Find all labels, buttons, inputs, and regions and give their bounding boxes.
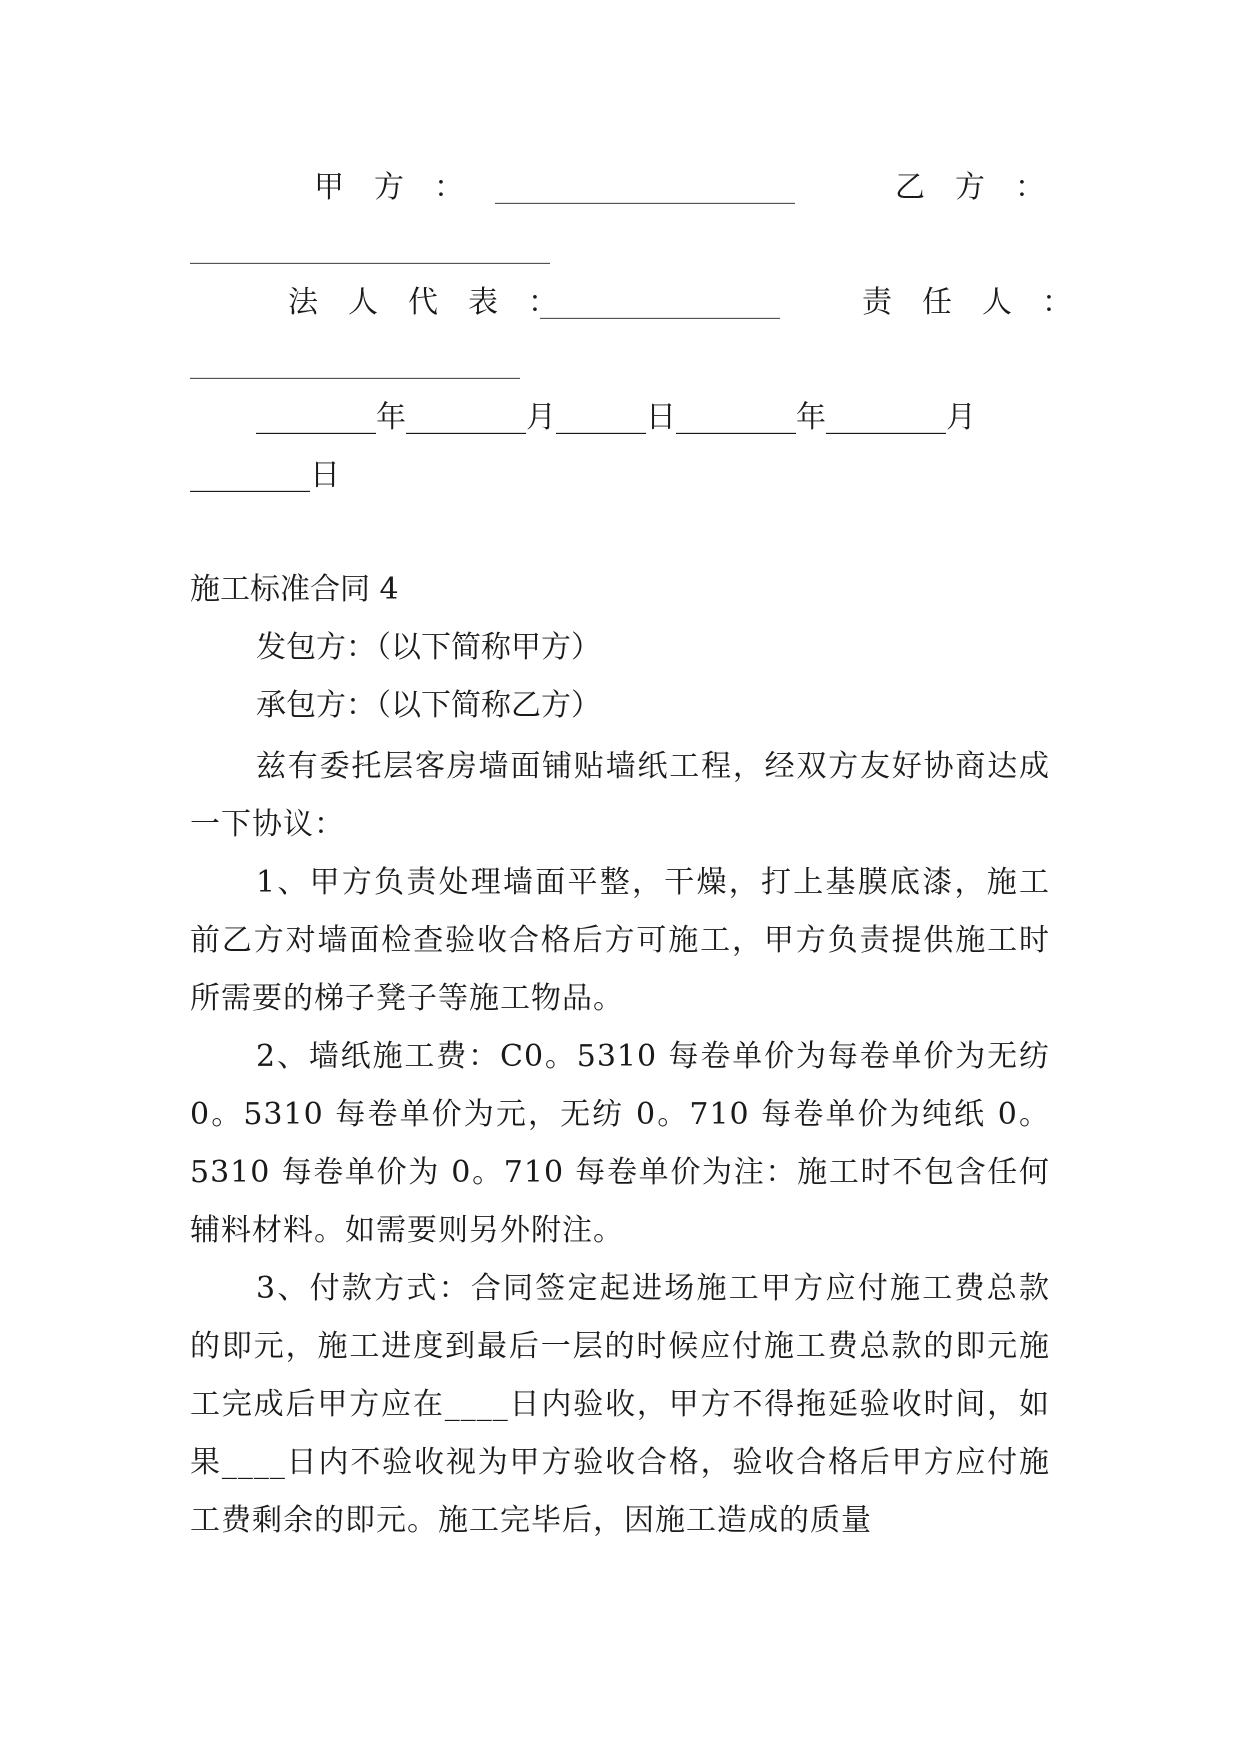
clause-1: 1、甲方负责处理墙面平整，干燥，打上基膜底漆，施工前乙方对墙面检查验收合格后方可施工，甲方负责提供施工时所需要的梯子凳子等施工物品。 (190, 865, 1050, 1016)
employer-line: 发包方：（以下简称甲方） (256, 630, 601, 665)
intro-paragraph: 兹有委托层客房墙面铺贴墙纸工程，经双方友好协商达成一下协议： (190, 749, 1050, 842)
date-line-continued: ________日 (190, 458, 340, 493)
party-b-label: 乙 方 ： (895, 170, 1045, 205)
party-b-blank: ________________________ (190, 230, 550, 265)
responsible-label: 责 任 人 ： (862, 285, 1072, 320)
date-line: ________年________月______日________年________月 (256, 400, 976, 435)
contract-title: 施工标准合同 4 (190, 572, 399, 607)
contractor-line: 承包方：（以下简称乙方） (256, 688, 601, 723)
party-a-label: 甲 方 ： (314, 170, 464, 205)
responsible-blank: ______________________ (190, 345, 520, 380)
legal-rep-label: 法 人 代 表 ： (288, 285, 558, 320)
clause-3: 3、付款方式：合同签定起进场施工甲方应付施工费总款的即元，施工进度到最后一层的时候应付施工费总款的即元施工完成后甲方应在____日内验收，甲方不得拖延验收时间，如果____日内不验收视为甲方验收合格，验收合格后甲方应付施工费剩余的即元。施工完毕后，因施工造成的质量 (190, 1271, 1050, 1538)
clause-2: 2、墙纸施工费：C0。5310 每卷单价为每卷单价为无纺 0。5310 每卷单价为元，无纺 0。710 每卷单价为纯纸 0。5310 每卷单价为 0。710 每卷单价为注：施工时不包含任何辅料材料。如需要则另外附注。 (190, 1039, 1050, 1248)
legal-rep-blank: ________________ (540, 285, 780, 320)
party-a-blank: ____________________ (495, 170, 795, 205)
